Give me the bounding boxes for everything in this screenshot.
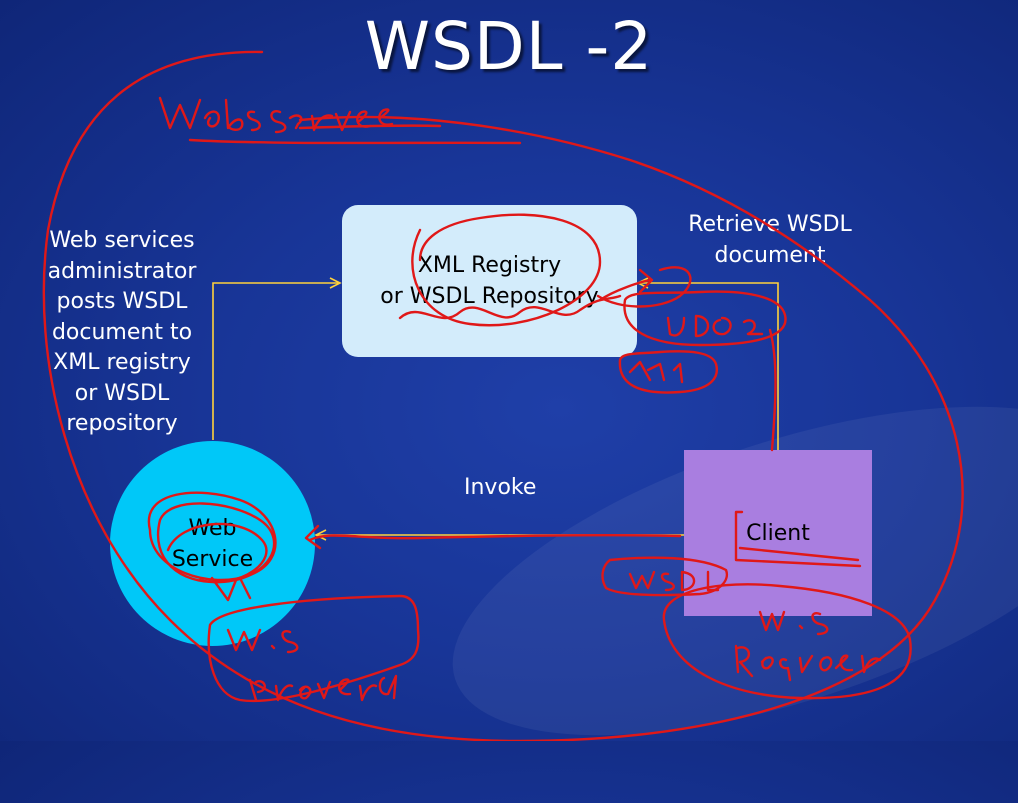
annotation-registry-circle bbox=[412, 215, 600, 326]
web-service-label-line1: Web bbox=[188, 515, 237, 541]
annotation-client-line bbox=[770, 330, 776, 450]
admin-line: repository bbox=[66, 411, 178, 436]
annotation-registry-arrowhead bbox=[600, 270, 652, 300]
retrieve-line: document bbox=[714, 242, 826, 268]
registry-label-line1: XML Registry bbox=[417, 253, 562, 278]
retrieve-line: Retrieve WSDL bbox=[688, 212, 852, 237]
slide-title: WSDL -2 bbox=[364, 8, 654, 85]
annotation-big-loop bbox=[44, 52, 963, 741]
annotation-api-bubble bbox=[620, 351, 717, 392]
admin-line: XML registry bbox=[53, 350, 191, 375]
annotation-ws-scribble-2 bbox=[158, 503, 274, 582]
admin-line: administrator bbox=[47, 258, 197, 284]
annotation-requester-writing bbox=[736, 612, 880, 680]
web-service-label-line2: Service bbox=[171, 546, 254, 572]
annotation-client-underline bbox=[740, 548, 858, 560]
annotation-provider-box bbox=[209, 596, 419, 701]
annotation-provider-writing bbox=[228, 630, 396, 700]
invoke-label: Invoke bbox=[464, 475, 537, 500]
admin-line: posts WSDL bbox=[56, 289, 188, 314]
admin-line: document to bbox=[51, 319, 193, 345]
client-label: Client bbox=[746, 520, 810, 546]
annotation-invoke-scribble bbox=[306, 526, 680, 548]
admin-line: Web services bbox=[49, 228, 195, 253]
annotation-web-service-underline2 bbox=[300, 126, 440, 128]
admin-line: or WSDL bbox=[74, 380, 170, 406]
registry-label-line2: or WSDL Repository bbox=[380, 284, 599, 309]
annotation-api-writing bbox=[630, 362, 682, 382]
annotation-uddi-writing bbox=[668, 316, 762, 336]
annotation-web-service-underline bbox=[190, 140, 520, 143]
annotation-requester-circle bbox=[664, 584, 911, 698]
